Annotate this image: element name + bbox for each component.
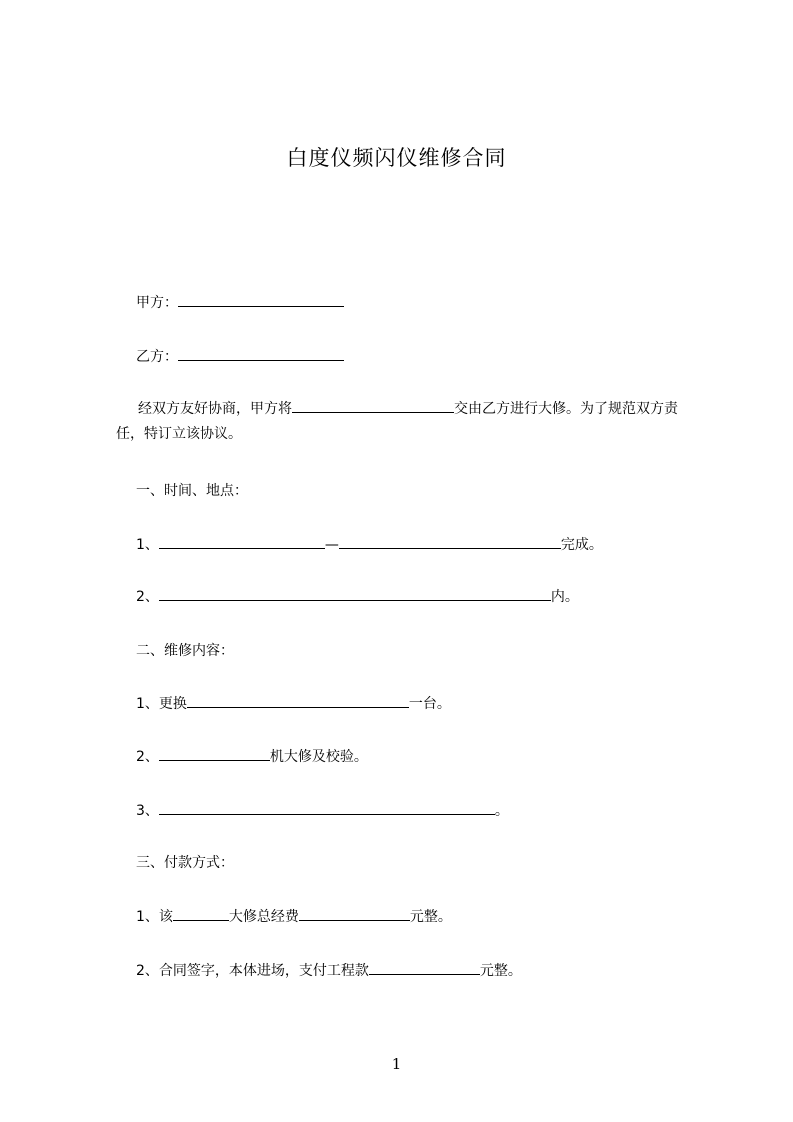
party-a-blank[interactable] [178,292,344,307]
item-prefix: 3、 [136,803,159,819]
item-suffix: 元整。 [409,909,452,925]
item-prefix: 1、 [136,537,159,553]
document-title: 白度仪频闪仪维修合同 [286,146,507,170]
content-blank[interactable] [159,800,495,815]
equipment-blank[interactable] [173,906,229,921]
item-mid: 大修总经费 [228,909,299,925]
party-a-line [136,292,344,312]
intro-text-2: 交由乙方进行大修。为了规范双方责任，特订立该协议。 [116,401,678,442]
item-prefix: 1、更换 [136,696,187,712]
party-a-label: 甲方： [136,295,178,311]
item-prefix: 2、合同签字，本体进场，支付工程款 [136,963,369,979]
item-suffix: 元整。 [479,963,522,979]
section2-heading: 二、维修内容： [136,643,234,659]
party-b-blank[interactable] [178,346,344,361]
item-prefix: 2、 [136,749,159,765]
section2-item1 [136,693,451,713]
section1-heading: 一、时间、地点： [136,483,248,499]
intro-paragraph [116,397,696,447]
payment-amount-blank[interactable] [369,960,480,975]
section3-heading: 三、付款方式： [136,855,234,871]
item-suffix: 完成。 [560,537,603,553]
time-start-blank[interactable] [159,534,325,549]
replace-part-blank[interactable] [187,693,409,708]
page-number: 1 [391,1055,402,1073]
total-cost-blank[interactable] [299,906,410,921]
intro-text-1: 经双方友好协商，甲方将 [138,401,292,417]
item-prefix: 1、该 [136,909,173,925]
section3-item2 [136,960,522,980]
section3-item1 [136,906,452,926]
party-b-label: 乙方： [136,349,178,365]
section2-item3 [136,800,509,820]
intro-blank[interactable] [292,398,454,413]
time-end-blank[interactable] [339,534,561,549]
item-suffix: 内。 [550,589,579,605]
item-suffix: 一台。 [408,696,451,712]
section1-item2 [136,586,579,606]
item-prefix: 2、 [136,589,159,605]
section1-item1 [136,534,603,554]
item-suffix: 机大修及校验。 [269,749,368,765]
machine-blank[interactable] [159,746,270,761]
location-blank[interactable] [159,586,551,601]
section2-item2 [136,746,368,766]
item-mid: — [324,537,339,553]
item-suffix: 。 [494,803,509,819]
party-b-line [136,346,344,366]
